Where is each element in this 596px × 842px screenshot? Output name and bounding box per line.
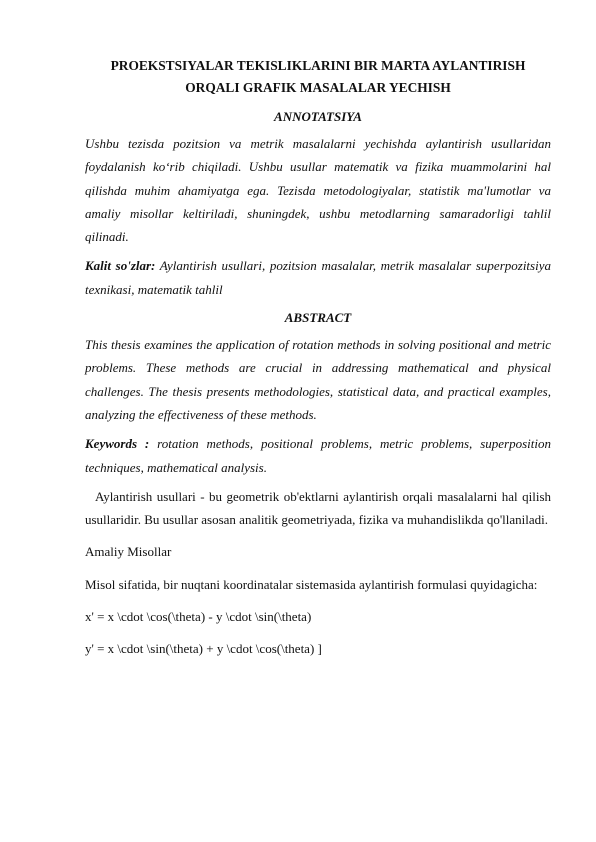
- abstract-keywords: [85, 432, 551, 479]
- abstract-heading: ABSTRACT: [284, 310, 352, 326]
- annotation-heading: ANNOTATSIYA: [274, 109, 362, 124]
- body-intro: Aylantirish usullari - bu geometrik ob'ektlarni aylantirish orqali masalalarni hal qilish usullaridir. Bu usullar asosan analitik geometriyada, fizika va muhandislikda qo'llaniladi.: [85, 488, 551, 528]
- abstract-text: This thesis examines the application of rotation methods in solving positional and metric problems. These methods are crucial in addressing mathematical and physical challenges. The thesis presents methodologies, statistical data, and practical examples, analyzing the effectiveness of these methods.: [85, 337, 551, 422]
- formula-x: x' = x \cdot \cos(\theta) - y \cdot \sin(\theta): [85, 609, 312, 625]
- title-line-1: PROEKSTSIYALAR TEKISLIKLARINI BIR MARTA AYLANTIRISH: [110, 58, 526, 73]
- annotation-keywords-label: Kalit so'zlar:: [85, 258, 156, 274]
- example-text: Misol sifatida, bir nuqtani koordinatalar sistemasida aylantirish formulasi quyidagicha:: [85, 576, 538, 592]
- formula-y: y' = x \cdot \sin(\theta) + y \cdot \cos(\theta) ]: [85, 641, 322, 657]
- abstract-keywords-text: rotation methods, positional problems, metric problems, superposition techniques, mathematical analysis.: [85, 436, 551, 475]
- annotation-text: Ushbu tezisda pozitsion va metrik masalalarni yechishda aylantirish usullaridan foydalanish ko‘rib chiqiladi. Ushbu usullar matematik va fizika muammolarini hal qilishda muhim ahamiyatga ega. Tezisda metodologiyalar, statistik ma'lumotlar va amaliy misollar keltiriladi, shuningdek, ushbu metodlarning samaradorligi tahlil qilinadi.: [85, 136, 551, 245]
- title-line-2: ORQALI GRAFIK MASALALAR YECHISH: [185, 80, 451, 95]
- page-content: [85, 55, 551, 670]
- abstract-keywords-label: Keywords :: [85, 436, 150, 452]
- annotation-keywords: [85, 254, 551, 301]
- document-title: [85, 55, 551, 99]
- annotation-keywords-text: Aylantirish usullari, pozitsion masalalar, metrik masalalar superpozitsiya texnikasi, matematik tahlil: [85, 258, 551, 297]
- section-title: Amaliy Misollar: [85, 544, 172, 560]
